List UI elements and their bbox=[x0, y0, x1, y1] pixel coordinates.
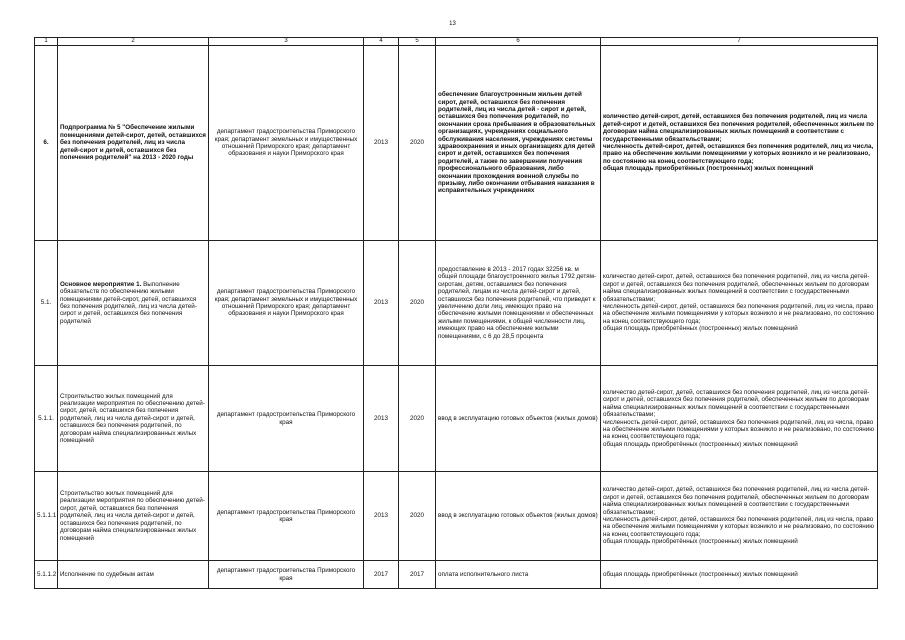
page-number: 13 bbox=[449, 21, 456, 27]
row-indicators: количество детей-сирот, детей, оставшихся без попечения родителей, лиц из числа детей-сирот и детей, оставшихся без попечения родителей, обеспеченных жильем по договорам найма специализированных жилых помещений в соответствии с государственными обязательствами; численность детей-сирот, детей, оставшихся без попечения родителей, лиц из числа, право на обеспечение жилыми помещениями у которых возникло и не реализовано, по состоянию на конец соответствующего года; общая площадь приобретённых (построенных) жилых помещений bbox=[601, 241, 878, 366]
row-number: 6. bbox=[35, 46, 58, 241]
header-cell: 2 bbox=[58, 38, 209, 46]
row-start-year: 2013 bbox=[364, 46, 399, 241]
row-indicators: количество детей-сирот, детей, оставшихся без попечения родителей, лиц из числа детей-сирот и детей, оставшихся без попечения родителей, обеспеченных жильем по договорам найма специализированных жилых помещений в соответствии с государственными обязательствами; численность детей-сирот, детей, оставшихся без попечения родителей, лиц из числа, право на обеспечение жилыми помещениями у которых возникло и не реализовано, по состоянию на конец соответствующего года; общая площадь приобретённых (построенных) жилых помещений bbox=[601, 46, 878, 241]
row-result: ввод в эксплуатацию готовых объектов (жилых домов) bbox=[436, 366, 601, 472]
row-number: 5.1.1.2 bbox=[35, 561, 58, 589]
row-number: 5.1. bbox=[35, 241, 58, 366]
row-start-year: 2017 bbox=[364, 561, 399, 589]
row-end-year: 2017 bbox=[399, 561, 436, 589]
program-table bbox=[34, 37, 878, 589]
table-row bbox=[35, 561, 878, 589]
header-cell: 7 bbox=[601, 38, 878, 46]
row-end-year: 2020 bbox=[399, 241, 436, 366]
row-start-year: 2013 bbox=[364, 472, 399, 561]
row-start-year: 2013 bbox=[364, 241, 399, 366]
row-name-bold: Основное мероприятие 1. bbox=[60, 280, 142, 288]
row-indicators: общая площадь приобретённых (построенных) жилых помещений bbox=[601, 561, 878, 589]
table-row bbox=[35, 366, 878, 472]
table-row bbox=[35, 241, 878, 366]
row-result: обеспечение благоустроенным жильем детей сирот, детей, оставшихся без попечения родителей, лиц из числа детей - сирот и детей, оставшихся без попечения родителей, по окончании срока пребывания в образовательных организациях, учреждениях социального обслуживания населения, учреждениях системы здравоохранения и иных организациях для детей сирот и детей, оставшихся без попечения родителей, а также по завершении получения профессионального образования, либо окончании прохождения военной службы по призыву, либо окончании отбывания наказания в исправительных учреждениях bbox=[436, 46, 601, 241]
row-end-year: 2020 bbox=[399, 366, 436, 472]
row-end-year: 2020 bbox=[399, 46, 436, 241]
row-name: Строительство жилых помещений для реализации мероприятия по обеспечению детей-сирот, детей, оставшихся без попечения родителей, лиц из числа детей-сирот и детей, оставшихся без попечения родителей, по договорам найма специализированных жилых помещений bbox=[58, 472, 209, 561]
row-executor: департамент градостроительства Приморского края; департамент земельных и имущественных отношений Приморского края; департамент образования и науки Приморского края bbox=[209, 241, 364, 366]
row-number: 5.1.1.1 bbox=[35, 472, 58, 561]
header-cell: 4 bbox=[364, 38, 399, 46]
row-result: ввод в эксплуатацию готовых объектов (жилых домов) bbox=[436, 472, 601, 561]
header-cell: 1 bbox=[35, 38, 58, 46]
header-cell: 5 bbox=[399, 38, 436, 46]
table-row bbox=[35, 472, 878, 561]
row-end-year: 2020 bbox=[399, 472, 436, 561]
row-name: Подпрограмма № 5 "Обеспечение жилыми помещениями детей-сирот, детей, оставшихся без попечения родителей, лиц из числа детей-сирот и детей, оставшихся без попечения родителей" на 2013 - 2020 годы bbox=[58, 46, 209, 241]
row-name bbox=[58, 241, 209, 366]
row-indicators: количество детей-сирот, детей, оставшихся без попечения родителей, лиц из числа детей-сирот и детей, оставшихся без попечения родителей, обеспеченных жильем по договорам найма специализированных жилых помещений в соответствии с государственными обязательствами; численность детей-сирот, детей, оставшихся без попечения родителей, лиц из числа, право на обеспечение жилыми помещениями у которых возникло и не реализовано, по состоянию на конец соответствующего года; общая площадь приобретённых (построенных) жилых помещений bbox=[601, 472, 878, 561]
row-name: Строительство жилых помещений для реализации мероприятия по обеспечению детей-сирот, детей, оставшихся без попечения родителей, лиц из числа детей-сирот и детей, оставшихся без попечения родителей, по договорам найма специализированных жилых помещений bbox=[58, 366, 209, 472]
row-result: оплата исполнительного листа bbox=[436, 561, 601, 589]
row-name: Исполнение по судебным актам bbox=[58, 561, 209, 589]
row-executor: департамент градостроительства Приморского края bbox=[209, 561, 364, 589]
table-row bbox=[35, 46, 878, 241]
row-name-text: Выполнение обязательств по обеспечению жилыми помещениями детей-сирот, детей, оставшихся без попечения родителей, лиц из числа детей-сирот и детей, оставшихся без попечения родителей bbox=[60, 280, 197, 325]
row-executor: департамент градостроительства Приморского края; департамент земельных и имущественных отношений Приморского края; департамент образования и науки Приморского края bbox=[209, 46, 364, 241]
header-row bbox=[35, 38, 878, 46]
row-executor: департамент градостроительства Приморского края bbox=[209, 366, 364, 472]
row-executor: департамент градостроительства Приморского края bbox=[209, 472, 364, 561]
row-start-year: 2013 bbox=[364, 366, 399, 472]
header-cell: 3 bbox=[209, 38, 364, 46]
row-result: предоставление в 2013 - 2017 годах 32256 кв. м общей площади благоустроенного жилья 1792 детям-сиротам, детям, оставшимся без попечения родителей, лицам из числа детей-сирот и детей, оставшихся без попечения родителей, что приведет к увеличению доли лиц, имеющих право на обеспечение жилыми помещениями и обеспеченных жилыми помещениями, к общей численности лиц, имеющих право на обеспечение жилыми помещениями, с 6 до 28,5 процента bbox=[436, 241, 601, 366]
row-number: 5.1.1. bbox=[35, 366, 58, 472]
row-indicators: количество детей-сирот, детей, оставшихся без попечения родителей, лиц из числа детей-сирот и детей, оставшихся без попечения родителей, обеспеченных жильем по договорам найма специализированных жилых помещений в соответствии с государственными обязательствами; численность детей-сирот, детей, оставшихся без попечения родителей, лиц из числа, право на обеспечение жилыми помещениями у которых возникло и не реализовано, по состоянию на конец соответствующего года; общая площадь приобретённых (построенных) жилых помещений bbox=[601, 366, 878, 472]
header-cell: 6 bbox=[436, 38, 601, 46]
